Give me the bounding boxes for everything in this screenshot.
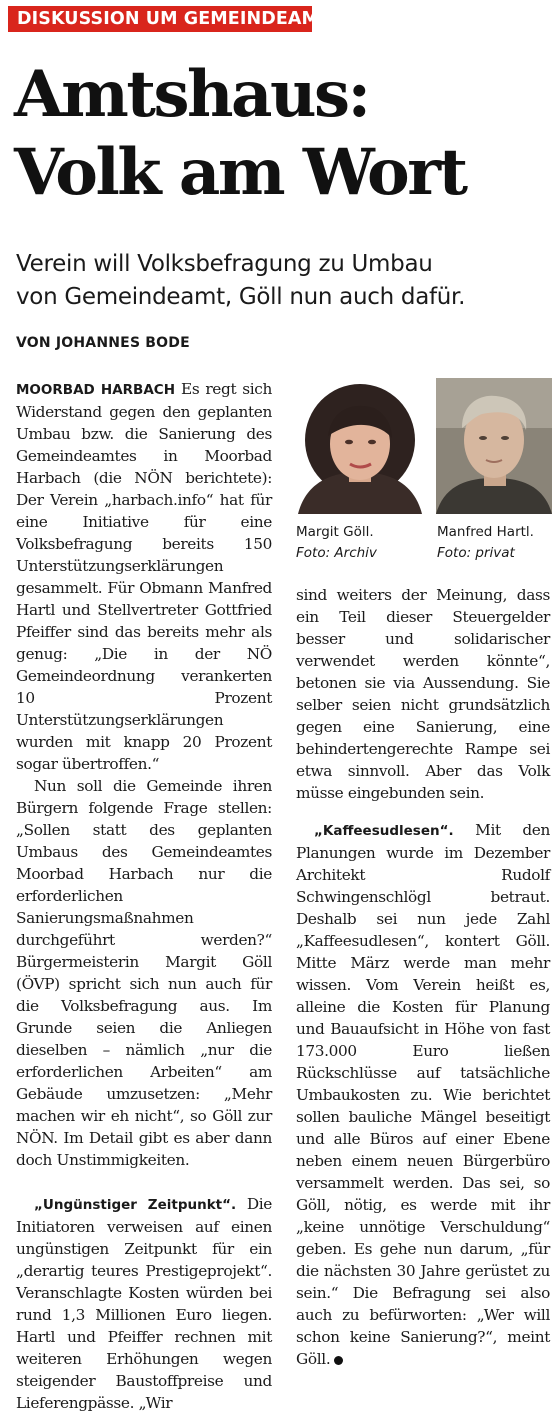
paragraph-1-text: Es regt sich Widerstand gegen den geplanten Umbau bzw. die Sanierung des Gemeindeamtes in Moorbad Harbach (die NÖN berichtete): Der Verein „harbach.info“ hat für eine Initiative für eine Volksbefragung bereits 150 Unterstützungserklärungen gesammelt. Für Obmann Manfred Hartl und Stellvertreter Gottfried Pfeiffer sind das bereits mehr als genug: „Die in der NÖ Gemeindeordnung verankerten 10 Prozent Unterstützungserklärungen wurden mit knapp 20 Prozent sogar übertroffen.“ (16, 380, 272, 773)
subheadline-line-1: Verein will Volksbefragung zu Umbau (16, 251, 433, 277)
article-paragraph-2: Nun soll die Gemeinde ihren Bürgern folgende Frage stellen: „Sollen statt des geplanten Umbaus des Gemeindeamtes Moorbad Harbach nur die erforderlichen Sanierungsmaßnahmen durchgeführt werden?“ Bürgermeisterin Margit Göll (ÖVP) spricht sich nun auch für die Volksbefragung aus. Im Grunde seien die Anliegen dieselben – nämlich „nur die erforderlichen Arbeiten“ am Gebäude umzusetzen: „Mehr machen wir eh nicht“, so Göll zur NÖN. Im Detail gibt es aber dann doch Unstimmigkeiten. (16, 777, 272, 1169)
article-paragraph-1 (16, 378, 272, 775)
caption-credit-2: Foto: privat (437, 545, 515, 561)
caption-name-2: Manfred Hartl. (437, 524, 534, 540)
article-column-2 (296, 584, 550, 804)
article-paragraph-3 (16, 1193, 272, 1414)
portrait-photo-margit-goell (294, 378, 424, 514)
headline-line-2: Volk am Wort (14, 135, 466, 210)
caption-name-1: Margit Göll. (296, 524, 374, 540)
subheadline-line-2: von Gemeindeamt, Göll nun auch dafür. (16, 284, 466, 310)
byline: VON JOHANNES BODE (16, 335, 190, 351)
subhead-kaffeesudlesen: „Kaffeesudlesen“. (314, 823, 454, 839)
paragraph-3-text: Die Initiatoren verweisen auf einen ungünstigen Zeitpunkt für ein „derartig teures Prestigeprojekt“. Veranschlagte Kosten würden bei rund 1,3 Millionen Euro liegen. Hartl und Pfeiffer rechnen mit weiteren Erhöhungen wegen steigender Baustoffpreise und Lieferengpässe. „Wir (16, 1195, 272, 1412)
end-of-article-marker (334, 1356, 343, 1365)
photo-caption-2 (437, 522, 534, 564)
article-column-1 (16, 378, 272, 1414)
article-column-2-lower (296, 819, 550, 1370)
paragraph-5-text: Mit den Planungen wurde im Dezember Architekt Rudolf Schwingenschlögl betraut. Deshalb sei nun jede Zahl „Kaffeesudlesen“, kontert Göll. Mitte März werde man mehr wissen. Vom Verein heißt es, alleine die Kosten für Planung und Bauaufsicht in Höhe von fast 173.000 Euro ließen Rückschlüsse auf tatsächliche Umbaukosten zu. Wie berichtet sollen bauliche Mängel beseitigt und alle Büros auf einer Ebene neben einem neuen Bürgerbüro versammelt werden. Das sei, so Göll, nötig, es werde mit ihr „keine unnötige Verschuldung“ geben. Es gehe nun darum, „für die nächsten 30 Jahre gerüstet zu sein.“ Die Befragung sei also auch zu befürworten: „Wer will schon keine Sanierung?“, meint Göll. (296, 821, 551, 1368)
section-label: DISKUSSION UM GEMEINDEAMT (8, 6, 312, 32)
subhead-ungunstiger-zeitpunkt: „Ungünstiger Zeitpunkt“. (34, 1197, 237, 1213)
photo-caption-1 (296, 522, 377, 564)
article-paragraph-4: sind weiters der Meinung, dass ein Teil dieser Steuergelder besser und solidarischer verwendet werden könnte“, betonen sie via Aussendung. Sie selber seien nicht grundsätzlich gegen eine Sanierung, eine behindertengerechte Rampe sei etwa sinnvoll. Aber das Volk müsse eingebunden sein. (296, 586, 550, 802)
headline-line-1: Amtshaus: (14, 57, 369, 132)
portrait-photo-manfred-hartl (436, 378, 552, 514)
caption-credit-1: Foto: Archiv (296, 545, 377, 561)
article-paragraph-5 (296, 819, 550, 1370)
subheadline (16, 248, 556, 314)
headline (14, 56, 554, 212)
dateline: MOORBAD HARBACH (16, 382, 175, 398)
